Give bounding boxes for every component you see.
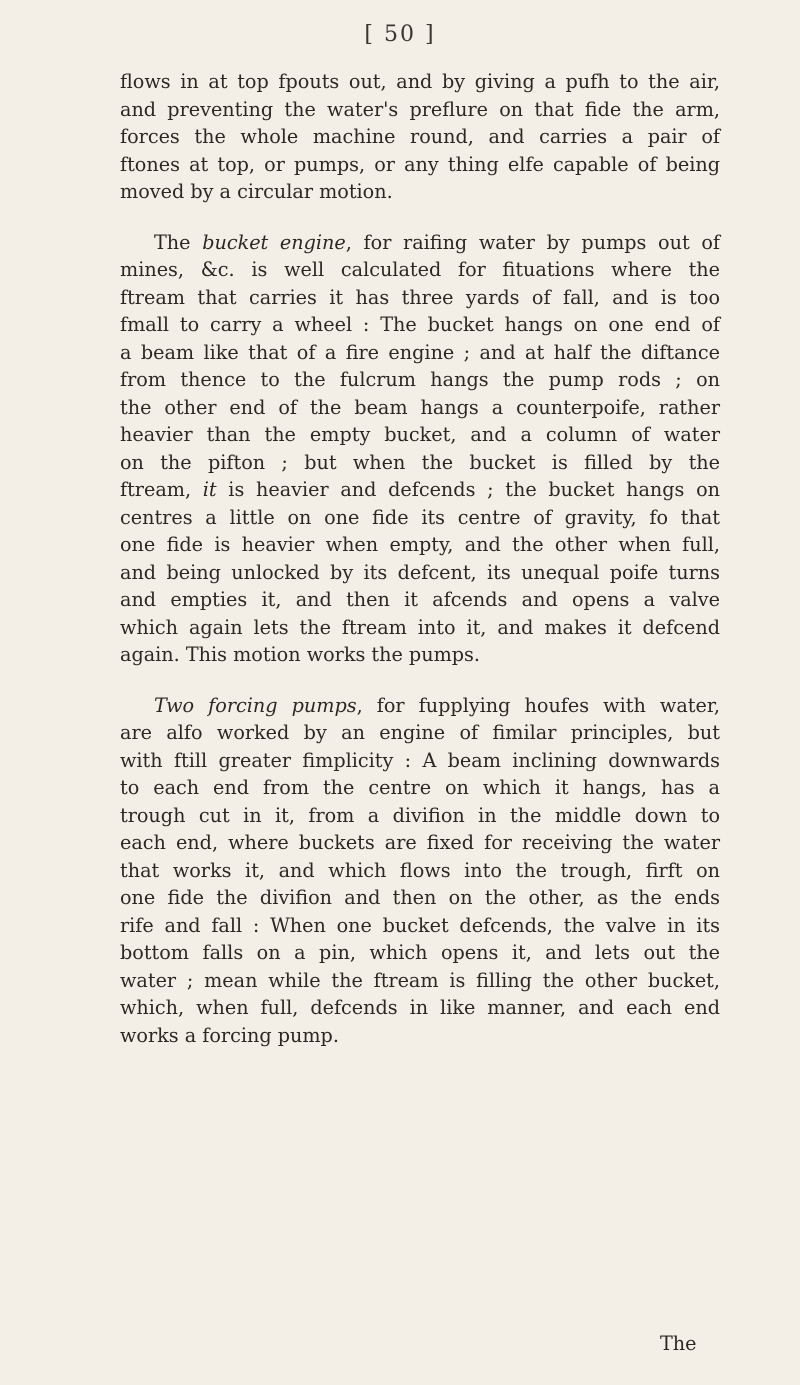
text-line: one fide is heavier when empty, and the other when full, xyxy=(120,533,720,556)
mixed-rest: is heavier and defcends ; the bucket hangs on xyxy=(216,478,720,501)
catchword: The xyxy=(660,1332,697,1355)
text-line: one fide the divifion and then on the other, as the ends xyxy=(120,886,720,909)
text-line: moved by a circular motion. xyxy=(120,180,393,203)
lead-rest: , for fupplying houfes with water, xyxy=(356,693,720,717)
text-line: centres a little on one fide its centre of gravity, fo that xyxy=(120,505,720,529)
text-line: from thence to the fulcrum hangs the pump rods ; on xyxy=(120,368,720,391)
text-line: and preventing the water's preflure on that fide the arm, xyxy=(120,97,720,121)
lead-rest: , for raifing water by pumps out of xyxy=(345,230,720,254)
text-line: are alfo worked by an engine of fimilar principles, but xyxy=(120,721,720,744)
lead-italic: Two forcing pumps xyxy=(154,693,357,717)
text-line: fmall to carry a wheel : The bucket hangs on one end of xyxy=(120,313,720,336)
paragraph-3 xyxy=(120,692,720,1050)
text-line-lead xyxy=(120,692,720,720)
lead-plain: The xyxy=(154,230,203,254)
text-line: and being unlocked by its defcent, its unequal poife turns xyxy=(120,560,720,584)
page-number: [ 50 ] xyxy=(364,22,436,47)
text-line: ftream that carries it has three yards of fall, and is too xyxy=(120,285,720,309)
paragraph-2 xyxy=(120,229,720,669)
text-line: to each end from the centre on which it hangs, has a xyxy=(120,776,720,799)
text-line: again. This motion works the pumps. xyxy=(120,643,480,666)
text-line: which, when full, defcends in like manner, and each end xyxy=(120,996,720,1019)
text-line: flows in at top fpouts out, and by giving a pufh to the air, xyxy=(120,70,720,93)
text-line: a beam like that of a fire engine ; and at half the diftance xyxy=(120,340,720,364)
text-line: mines, &c. is well calculated for fituations where the xyxy=(120,258,720,281)
mixed-italic: it xyxy=(202,478,217,501)
text-line: and empties it, and then it afcends and opens a valve xyxy=(120,588,720,611)
text-line: which again lets the ftream into it, and makes it defcend xyxy=(120,615,720,639)
text-line-mixed xyxy=(120,476,720,504)
text-line: heavier than the empty bucket, and a column of water xyxy=(120,423,720,446)
text-line-lead xyxy=(120,229,720,257)
text-line: forces the whole machine round, and carries a pair of xyxy=(120,125,720,148)
lead-italic: bucket engine xyxy=(202,230,346,254)
text-line: trough cut in it, from a divifion in the middle down to xyxy=(120,803,720,827)
text-line: bottom falls on a pin, which opens it, and lets out the xyxy=(120,941,720,964)
text-line: with ftill greater fimplicity : A beam inclining downwards xyxy=(120,748,720,772)
body-text xyxy=(120,68,720,1049)
text-line: works a forcing pump. xyxy=(120,1023,339,1047)
text-line: rife and fall : When one bucket defcends, the valve in its xyxy=(120,913,720,937)
text-line: water ; mean while the ftream is filling the other bucket, xyxy=(120,968,720,992)
text-line: ftones at top, or pumps, or any thing elfe capable of being xyxy=(120,152,720,176)
text-line: the other end of the beam hangs a counterpoife, rather xyxy=(120,395,720,419)
text-line: that works it, and which flows into the trough, firft on xyxy=(120,858,720,882)
text-line: each end, where buckets are fixed for receiving the water xyxy=(120,831,720,854)
mixed-plain: ftream, xyxy=(120,478,203,501)
paragraph-1 xyxy=(120,68,720,206)
text-line: on the pifton ; but when the bucket is filled by the xyxy=(120,450,720,474)
